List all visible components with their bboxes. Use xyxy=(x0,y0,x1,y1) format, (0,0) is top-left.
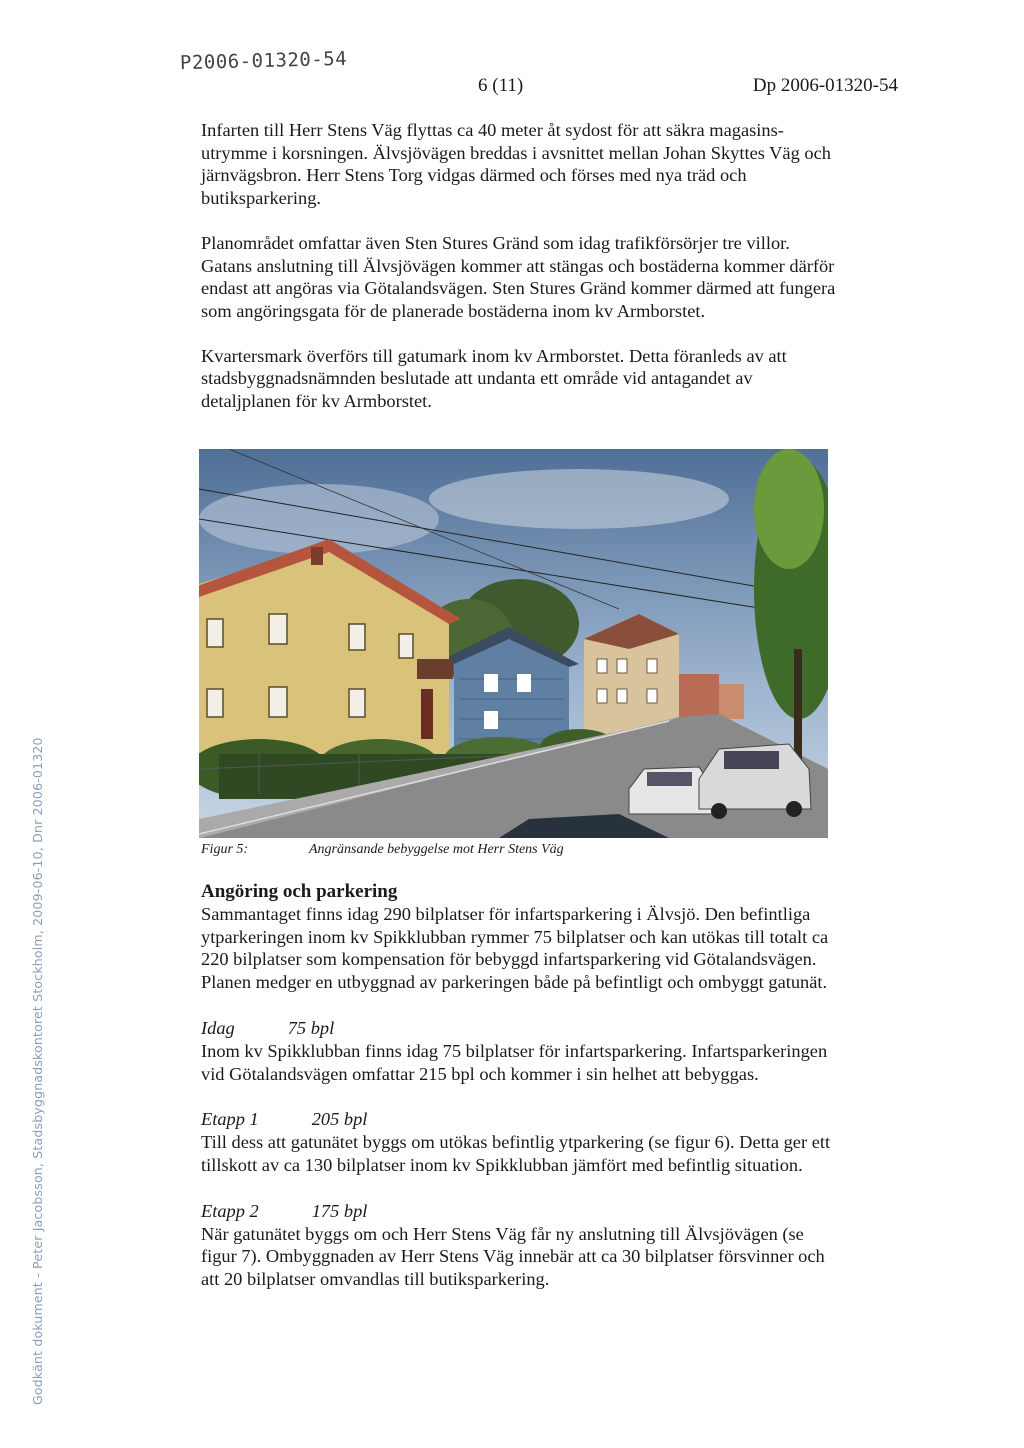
stage-name: Etapp 1 xyxy=(201,1109,259,1130)
paragraph: Planområdet omfattar även Sten Stures Gränd som idag trafikförsörjer tre villor. Gatans anslutning till Älvsjövägen kommer att stängas och bostäderna kommer därför endast att angöras via Götalandsvägen. Sten Stures Gränd kommer därmed att fungera som angöringsgata för de planerade bostäderna inom kv Armborstet. xyxy=(201,232,836,321)
figure-label: Figur 5: xyxy=(201,842,249,857)
document-reference: Dp 2006-01320-54 xyxy=(752,75,898,96)
stage-text: Inom kv Spikklubban finns idag 75 bilplatser för infartsparkering. Infartsparkeringen vid Götalandsvägen omfattar 215 bpl och kommer i sin helhet att bebyggas. xyxy=(201,1040,828,1084)
stage-block xyxy=(201,1108,841,1176)
stage-block xyxy=(201,1200,841,1291)
stage-title xyxy=(201,1017,841,1040)
paragraph: Kvartersmark överförs till gatumark inom kv Armborstet. Detta föranleds av att stadsbyggnadsnämnden beslutade att undanta ett område vid antagandet av detaljplanen för kv Armborstet. xyxy=(201,345,787,412)
document-stamp: P2006-01320-54 xyxy=(179,47,348,75)
stage-title xyxy=(201,1108,841,1131)
stage-value: 205 bpl xyxy=(311,1109,368,1130)
stage-title xyxy=(201,1200,841,1223)
parking-section xyxy=(201,880,841,1291)
paragraph: Infarten till Herr Stens Väg flyttas ca 40 meter åt sydost för att säkra magasinsutrymme i korsningen. Älvsjövägen breddas i avsnittet mellan Johan Skyttes Väg och järnvägsbron. Herr Stens Torg vidgas därmed och förses med nya träd och butiksparkering. xyxy=(201,120,831,209)
stage-name: Etapp 2 xyxy=(201,1200,259,1221)
stage-text: När gatunätet byggs om och Herr Stens Väg får ny anslutning till Älvsjövägen (se figur 7). Ombyggnaden av Herr Stens Väg innebär att ca 30 bilplatser försvinner och att 20 bilplatser omvandlas till butiksparkering. xyxy=(201,1223,825,1290)
figure-caption: Angränsande bebyggelse mot Herr Stens Väg xyxy=(309,842,564,857)
page-number: 6 (11) xyxy=(478,75,524,96)
section-intro: Sammantaget finns idag 290 bilplatser för infartsparkering i Älvsjö. Den befintliga ytparkeringen inom kv Spikklubban rymmer 75 bilplatser och kan utökas till totalt ca 220 bilplatser som kompensation för bebyggd infartsparkering vid Götalandsvägen. Planen medger en utbyggnad av parkeringen både på befintligt och ombyggt gatunät. xyxy=(201,904,829,993)
stage-value: 175 bpl xyxy=(311,1200,368,1221)
stage-value: 75 bpl xyxy=(287,1017,335,1038)
stage-text: Till dess att gatunätet byggs om utökas befintlig ytparkering (se figur 6). Detta ger ett tillskott av ca 130 bilplatser inom kv Spikklubban jämfört med befintlig situation. xyxy=(201,1132,831,1175)
section-heading: Angöring och parkering xyxy=(201,881,398,902)
stage-block xyxy=(201,1017,841,1085)
approval-watermark: Godkänt dokument - Peter Jacobsson, Stadsbyggnadskontoret Stockholm, 2009-06-10, Dnr 2006-01320 xyxy=(30,737,45,1405)
stage-name: Idag xyxy=(201,1017,235,1038)
street-photo xyxy=(199,449,828,838)
body-text xyxy=(201,119,841,413)
